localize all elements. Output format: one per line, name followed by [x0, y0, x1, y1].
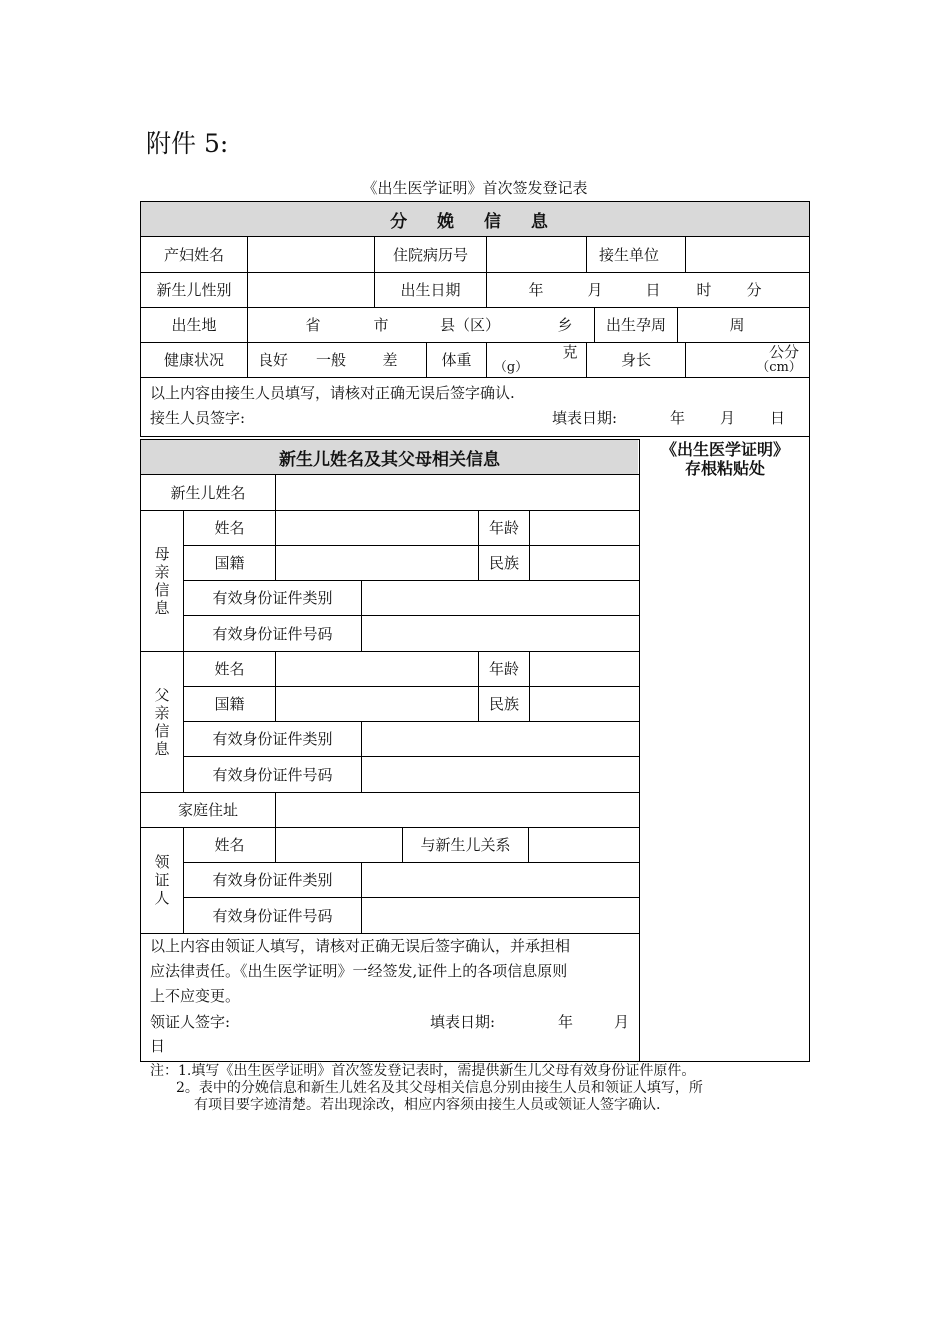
claimant-relation-label: 与新生儿关系 — [420, 836, 511, 854]
mother-name-label-2: 姓名 — [214, 519, 245, 537]
father-id-type-label: 有效身份证件类别 — [212, 730, 333, 748]
weight-unit: 克 — [562, 343, 578, 361]
weight-unit-en: （g） — [493, 360, 529, 376]
mother-name-field[interactable] — [248, 237, 374, 272]
claimant-fill-date-label: 填表日期: — [430, 1013, 496, 1031]
claimant-group-label: 领 证 人 — [154, 853, 170, 907]
father-name-label: 姓名 — [214, 660, 245, 678]
father-id-type-input[interactable] — [362, 722, 639, 756]
delivery-signature-label: 接生人员签字: — [150, 409, 246, 427]
mother-name-label: 产妇姓名 — [163, 245, 224, 264]
health-fair-option[interactable]: 一般 — [315, 351, 346, 369]
claimant-relation-input[interactable] — [529, 828, 639, 862]
baby-name-label: 新生儿姓名 — [170, 483, 246, 502]
claimant-id-number-input[interactable] — [362, 898, 639, 933]
father-age-label: 年龄 — [488, 660, 519, 678]
claimant-id-type-label: 有效身份证件类别 — [212, 871, 333, 889]
mother-id-number-label: 有效身份证件号码 — [212, 624, 333, 643]
province-unit: 省 — [305, 316, 321, 334]
mother-id-type-label: 有效身份证件类别 — [212, 589, 333, 607]
father-id-number-label: 有效身份证件号码 — [212, 765, 333, 784]
birth-place-label: 出生地 — [171, 316, 217, 334]
length-unit: 公分 — [768, 343, 799, 361]
claimant-fill-year: 年 — [558, 1013, 574, 1031]
delivery-unit-field[interactable] — [686, 237, 809, 272]
baby-sex-field[interactable] — [248, 273, 374, 307]
family-header: 新生儿姓名及其父母相关信息 — [141, 440, 638, 474]
length-unit-en: （cm） — [756, 360, 802, 376]
record-no-field[interactable] — [487, 237, 586, 272]
claimant-id-number-label: 有效身份证件号码 — [212, 906, 333, 925]
baby-sex-label: 新生儿性别 — [156, 281, 232, 299]
claimant-signature-label: 领证人签字: — [150, 1013, 231, 1031]
address-input[interactable] — [276, 793, 639, 827]
father-nationality-label: 国籍 — [214, 695, 245, 713]
father-ethnicity-label: 民族 — [488, 695, 519, 713]
township-unit: 乡 — [557, 316, 573, 334]
attachment-label: 附件 5: — [146, 129, 229, 158]
note-2-line2: 有项目要字迹清楚。若出现涂改，相应内容须由接生人员或领证人签字确认. — [194, 1097, 661, 1113]
city-unit: 市 — [373, 316, 389, 334]
stub-line1: 《出生医学证明》 — [660, 440, 789, 459]
delivery-unit-label: 接生单位 — [598, 245, 659, 264]
record-no-label: 住院病历号 — [392, 245, 468, 264]
birth-minute-unit: 分 — [746, 281, 762, 299]
father-group-label: 父 亲 信 息 — [154, 686, 170, 758]
form-title: 《出生医学证明》首次签发登记表 — [362, 179, 588, 197]
mother-id-type-input[interactable] — [362, 581, 639, 615]
claimant-name-label: 姓名 — [214, 836, 245, 854]
mother-id-number-input[interactable] — [362, 616, 639, 651]
county-unit: 县（区） — [439, 316, 500, 334]
claimant-fill-day: 日 — [150, 1037, 166, 1055]
birth-year-unit: 年 — [528, 281, 544, 299]
health-label: 健康状况 — [163, 351, 224, 369]
note-1: 注：1.填写《出生医学证明》首次签发登记表时，需提供新生儿父母有效身份证件原件。 — [150, 1063, 696, 1079]
certificate-stub-area — [642, 440, 808, 478]
birth-hour-unit: 时 — [696, 281, 712, 299]
mother-ethnicity-input[interactable] — [530, 546, 639, 580]
delivery-confirm-text: 以上内容由接生人员填写，请核对正确无误后签字确认. — [150, 384, 515, 402]
mother-age-input[interactable] — [530, 511, 639, 545]
mother-group-label: 母 亲 信 息 — [154, 545, 170, 617]
father-id-number-input[interactable] — [362, 757, 639, 792]
claimant-name-input[interactable] — [276, 828, 402, 862]
father-name-input[interactable] — [276, 652, 478, 686]
baby-name-field[interactable] — [276, 475, 639, 510]
mother-nationality-label: 国籍 — [214, 554, 245, 572]
gest-week-label: 出生孕周 — [605, 316, 666, 334]
birth-day-unit: 日 — [645, 281, 661, 299]
mother-name-input[interactable] — [276, 511, 478, 545]
father-ethnicity-input[interactable] — [530, 687, 639, 721]
delivery-fill-year: 年 — [670, 409, 686, 427]
delivery-fill-month: 月 — [720, 409, 736, 427]
claimant-id-type-input[interactable] — [362, 863, 639, 897]
mother-ethnicity-label: 民族 — [488, 554, 519, 572]
claimant-confirm-line3: 上不应变更。 — [150, 987, 241, 1005]
mother-nationality-input[interactable] — [276, 546, 478, 580]
health-poor-option[interactable]: 差 — [382, 351, 398, 369]
weight-label: 体重 — [441, 351, 472, 369]
claimant-confirm-line1: 以上内容由领证人填写，请核对正确无误后签字确认，并承担相 — [150, 937, 571, 955]
health-good-option[interactable]: 良好 — [257, 351, 288, 369]
week-unit: 周 — [729, 316, 745, 334]
delivery-fill-day: 日 — [770, 409, 786, 427]
mother-age-label: 年龄 — [488, 519, 519, 537]
birth-month-unit: 月 — [587, 281, 603, 299]
delivery-header: 分 娩 信 息 — [141, 202, 809, 236]
father-nationality-input[interactable] — [276, 687, 478, 721]
father-age-input[interactable] — [530, 652, 639, 686]
note-2-line1: 2。表中的分娩信息和新生儿姓名及其父母相关信息分别由接生人员和领证人填写，所 — [176, 1080, 703, 1096]
delivery-fill-date-label: 填表日期: — [552, 409, 618, 427]
claimant-fill-month: 月 — [614, 1013, 630, 1031]
claimant-confirm-line2: 应法律责任。《出生医学证明》一经签发,证件上的各项信息原则 — [150, 962, 568, 980]
address-label: 家庭住址 — [177, 801, 238, 819]
birth-date-label: 出生日期 — [400, 281, 461, 299]
length-label: 身长 — [620, 351, 651, 369]
stub-line2: 存根粘贴处 — [684, 459, 765, 479]
